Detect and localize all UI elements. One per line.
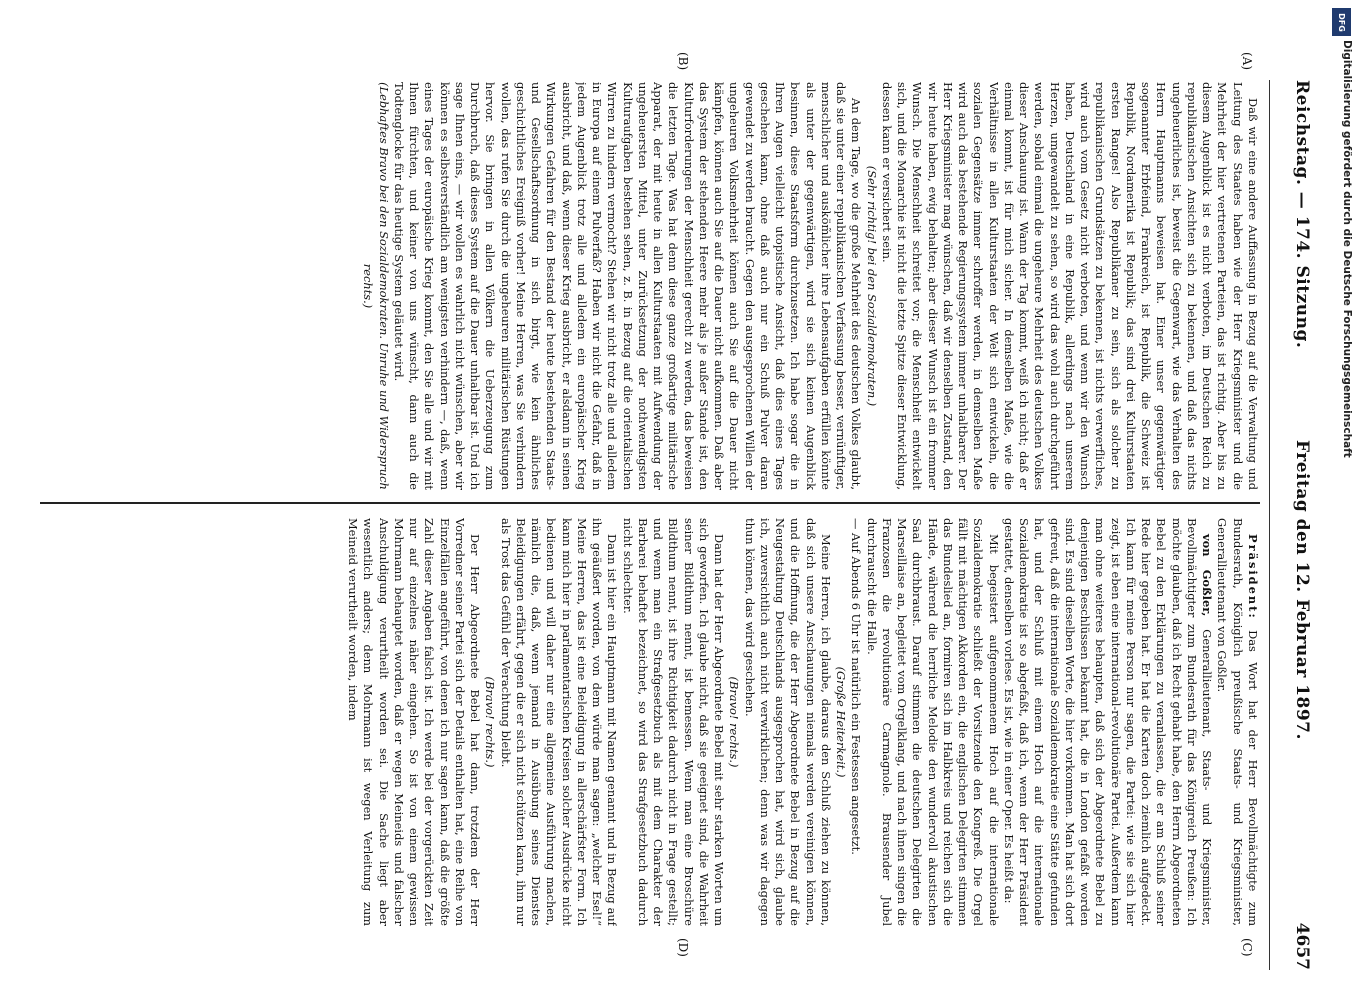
quotation: Mit begeistert aufgenommenem Hoch auf die internationale Sozialdemokratie schließt der Vorsitzende den Kongreß. Die Orgel fällt mit mächtigen Akkorden ein, die englischen Delegirten stimmen das Bundeslied an, formiren sich im Halbkreis und reichen sich die Hände, während die herrliche Melodie den wundervoll akustischen Saal durchbraust. Darauf stimmen die deutschen Delegirten die Marseillaise an, begleitet vom Orgelklang, und nach ihnen singen die Franzosen die revolutionäre Carmagnole. Brausender Jubel durchrauscht die Halle. — [864, 518, 1001, 926]
margin-letter-c: (C) — [1240, 938, 1254, 957]
digitization-credit: Digitalisierung gefördert durch die Deutsche Forschungsgemeinschaft — [1341, 40, 1353, 458]
page-header — [1272, 0, 1312, 1000]
left-column — [40, 82, 1260, 490]
paragraph: Das Wort hat der Herr Bevollmächtigte zum Bundesrath, Königlich preußische Staats- und Kriegsminister, Generallieutenant von Goßler. — [1215, 518, 1260, 926]
interjection: (Bravo! rechts.) — [483, 676, 498, 768]
right-column — [40, 518, 1260, 926]
margin-letter-d: (D) — [676, 938, 690, 957]
margin-letter-b: (B) — [676, 52, 690, 71]
paragraph: Generallieutenant, Staats- und Kriegsminister, Bevollmächtigter zum Bundesrath für das Königreich Preußen: Ich möchte glauben, daß ich Recht gehabt habe, den Herrn Abgeordneten Bebel zu den Erklärungen zu veranlassen, die er am Schluß seiner Rede hier gegeben hat. Er hat die Karten doch ziemlich aufgedeckt. Ich kann für meine Person nur sagen, die Partei: wie sie sich hier zeigt, ist eben eine international-revolutionäre Partei. Außerdem kann man ohne weiteres behaupten, daß sich der Abgeordnete Bebel zu denjenigen Beschlüssen bekannt hat, die in London gefaßt worden sind. Es sind dieselben Worte, die hier vorkommen. Man hat sich dort gefreut, daß die internationale Sozialdemokratie eine Stätte gefunden hat, und der Schluß mit einem Hoch auf die internationale Sozialdemokratie ist so abgefaßt, daß ich, wenn der Herr Präsident gestattet, denselben vorlese. Es ist, wie in einer Oper. Es heißt da: — [1002, 518, 1215, 926]
header-rule — [1269, 80, 1270, 970]
paragraph: Daß wir eine andere Auffassung in Bezug auf die Verwaltung und Leitung des Staates haben wie der Herr Kriegsminister und die Mehrheit der hier vertretenen Parteien, das ist richtig. Aber bis zu diesem Augenblick ist es nicht verboten, im Deutschen Reich zu republikanischen Ansichten sich zu bekennen, und daß das nichts ungeheuerliches ist, beweist die Gegenwart, wie das Verhalten des Herrn Hauptmanns beweisen hat. Einer unser gegenwärtiger sogenannter Erbfeind, Frankreich, ist Republik, die Schweiz ist Republik, Nordamerika ist Republik; das sind drei Kulturstaaten ersten Ranges! Also Republikaner zu sein, sich als solcher zu republikanischen Grundsätzen zu bekennen, ist nichts verwerfliches, wird auch vom Gesetz nicht verboten, und wenn wir den Wunsch haben, Deutschland in eine Republik, allerdings nach unserem Herzen, umgewandelt zu sehen, so wird das wohl auch durchgeführt werden, sobald einmal die ungeheure Mehrheit des deutschen Volkes dieser Anschauung ist. Wann der Tag kommt, weiß ich nicht; daß er einmal kommt, ist für mich sicher. In demselben Maße, wie die Verhältnisse in allen Kulturstaaten der Welt sich entwickeln, die sozialen Gegensätze immer schroffer werden, in demselben Maße wird auch das bestehende Regierungssystem immer unhaltbarer. Der Herr Kriegsminister mag wünschen, daß wir denselben Zustand, den wir heute haben, ewig behalten; aber dieser Wunsch ist ein frommer Wunsch. Die Menschheit schreitet vor; die Menschheit entwickelt sich, und die Monarchie ist nicht die letzte Spitze dieser Entwicklung, dessen kann er versichert sein. — [880, 82, 1260, 490]
margin-letter-a: (A) — [1240, 52, 1254, 71]
running-header-left: Reichstag. — 174. Sitzung. — [1292, 80, 1312, 349]
paragraph: — Auf Abends 6 Uhr ist natürlich ein Festessen angesetzt. — [849, 518, 864, 855]
paragraph: Dann hat der Herr Abgeordnete Bebel mit sehr starken Worten um sich geworfen. Ich glaube nicht, daß sie geeignet sind, die Wahrheit seiner Bildthum nennt, ist bemessen. Wenn man eine Broschüre Bildthum nennt, ist ihre Richtigkeit dadurch nicht in Frage gestellt; und wenn man ein Strafgesetzbuch als mit dem Charakter der Barbarei behaftet bezeichnet, so wird das Strafgesetzbuch dadurch nicht schlechter. — [620, 518, 727, 926]
dfg-logo — [1332, 8, 1351, 36]
dfg-logo-text: DFG — [1336, 12, 1346, 32]
paragraph: Meine Herren, ich glaube, daraus den Schluß ziehen zu können, daß sich unsere Anschauungen niemals werden vereinigen können, und die Hoffnung, die der Herr Abgeordnete Bebel in Bezug auf die Neugestaltung Deutschlands ausgesprochen hat, wird sich, glaube ich, zuversichtlich auch nicht verwirklichen; denn was wir dagegen thun können, das wird geschehen. — [742, 518, 833, 926]
interjection: (Sehr richtig! bei den Sozialdemokraten.) — [864, 165, 879, 407]
running-header-date: Freitag den 12. Februar 1897. — [1292, 440, 1312, 740]
speaker-label: Präsident: — [1246, 534, 1260, 620]
paragraph: Dann ist hier ein Hauptmann mit Namen genannt und in Bezug auf ihn geäußert worden, von dem würde man sagen: „welcher Esel!“ Meine Herren, das ist eine Beleidigung in allerschärfster Form. Ich kann mich hier in parlamentarischen Kreisen solcher Ausdrücke nicht bedienen und will daher nur eine allgemeine Ausführung machen, nämlich die, daß, wenn jemand in Ausübung seines Dienstes Beleidigungen erfährt, gegen die er sich nicht schützen kann, ihm nur als Trost das Gefühl der Verachtung bleibt. — [498, 518, 620, 926]
interjection: (Lebhaftes Bravo bei den Sozialdemokraten. Unruhe und Widerspruch rechts.) — [361, 82, 391, 490]
paragraph: An dem Tage, wo die große Mehrheit des deutschen Volkes glaubt, daß sie unter einer republikanischen Verfassung besser, vernünftiger, menschlicher und ausköm̃licher ihre Lebensaufgaben erfüllen könnte als unter der gegenwärtigen, wird sie sich keinen Augenblick besinnen, diese Staatsform durchzusetzen. Ich habe sogar die in Ihren Augen vielleicht utopistische Ansicht, daß dies eines Tages geschehen kann, ohne daß auch nur ein Schuß Pulver daran gewendet zu werden braucht. Gegen den ausgesprochenen Willen der ungeheuren Volksmehrheit können auch Sie auf die Dauer nicht kämpfen, können auch Sie auf die Dauer nicht aufkommen. Daß aber das System der stehenden Heere mehr als je außer Stande ist, den Kulturforderungen der Menschheit gerecht zu werden, das beweisen die letzten Tage. Was hat denn diese ganze großartige militärische Apparat, der mit heute in allen Kulturstaaten mit Aufwendung der ungeheuersten Mittel, unter Zurücksetzung der nothwendigsten Kulturaufgaben bestehen sehen, z. B. in Bezug auf die orientalischen Wirren zu hindern vermocht? Stehen wir nicht trotz alle und alledem in Europa auf einem Pulverfaß? Haben wir nicht die Gefahr, daß in jedem Augenblick trotz alle und alledem ein europäischer Krieg ausbricht, und daß, wenn dieser Krieg ausbricht, er alsdann in seinen Wirkungen Gefahren für den Bestand der heute bestehenden Staats- und Gesellschaftsordnung in sich birgt, wie kein ähnliches geschichtliches Ereigniß vorher! Meine Herren, was Sie verhindern wollen, das rufen Sie durch die ungeheuren militärischen Rüstungen hervor. Sie bringen in allen Völkern die Ueberzeugung zum Durchbruch, daß dieses System auf die Dauer unhaltbar ist. Und ich sage Ihnen eins, — wir wollen es wahrlich nicht wünschen, aber wir können es selbstverständlich am wenigsten verhindern —, daß, wenn eines Tages der europäische Krieg kommt, den Sie alle und wir mit Ihnen fürchten, und keiner von uns wünscht, dann auch die Todtenglocke für das heutige System geläutet wird. — [392, 82, 864, 490]
page-number: 4657 — [1292, 922, 1312, 970]
interjection: (Große Heiterkeit.) — [834, 666, 849, 778]
speaker-label: von Goßler, — [1200, 534, 1215, 617]
column-divider — [40, 502, 1260, 504]
digitization-strip — [1330, 0, 1353, 1000]
interjection: (Bravo! rechts.) — [727, 676, 742, 768]
paragraph: Der Herr Abgeordnete Bebel hat dann, trotzdem der Herr Vorredner seiner Partei sich der Details enthalten hat, eine Reihe von Einzelfällen angeführt, von denen ich nur sagen kann, daß die größte Zahl dieser Angaben falsch ist. Ich werde bei der vorgerückten Zeit nur auf einzelnes näher eingehen. So ist von einem gewissen Mohrmann behauptet worden, daß er wegen Meineids und falscher Anschuldigung verurtheilt worden sei. Die Sache liegt aber wesentlich anders; denn Mohrmann ist wegen Verleitung zum Meineid verurtheilt worden, indem — [346, 518, 483, 926]
